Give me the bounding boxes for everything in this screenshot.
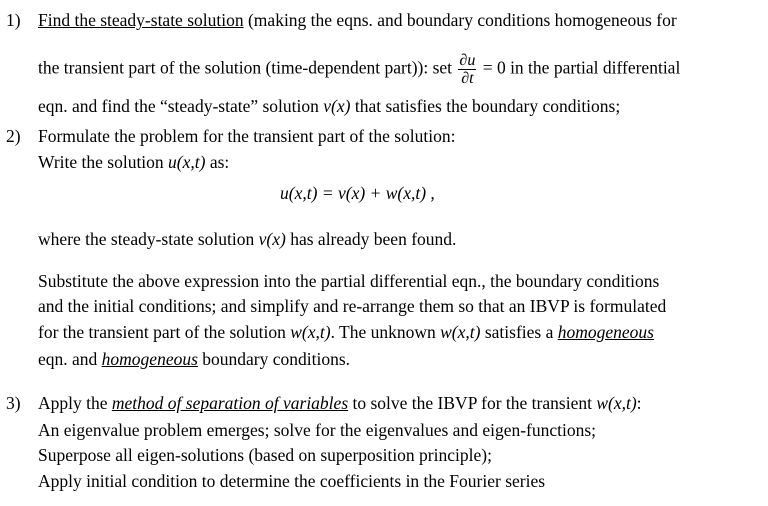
item-2-para-line-4-a: eqn. and [38,349,102,369]
separation-of-variables-emphasis: method of separation of variables [111,393,349,413]
item-3-line-4: Apply initial condition to determine the coefficients in the Fourier series [38,471,546,491]
item-2-number: 2) [6,126,21,146]
item-2-line-4-a: where the steady-state solution [38,229,259,249]
fraction-denominator: ∂t [461,70,474,87]
item-3-line-1-a: Apply the [38,393,112,413]
item-3-line-1-c: : [636,393,642,413]
item-1-line-3 [38,95,620,117]
item-2-line-1: Formulate the problem for the transient part of the solution: [38,126,456,146]
steady-state-v-of-x-2: v(x) [258,229,286,249]
item-2-para-line-3-a: for the transient part of the solution [38,322,291,342]
item-1-line-2 [38,52,680,87]
transient-w-of-x-t: w(x,t) [290,322,331,342]
item-2-line-4 [38,228,456,250]
steady-state-v-of-x: v(x) [323,96,351,116]
homogeneous-emphasis-1: homogeneous [557,322,654,342]
item-2-para-line-1: Substitute the above expression into the partial differential eqn., the boundary conditions [38,271,660,291]
item-1-title: Find the steady-state solution [38,10,244,30]
item-2-para-line-4-b: boundary conditions. [197,349,351,369]
item-2-line-2 [38,151,229,173]
item-3-line-2: An eigenvalue problem emerges; solve for the eigenvalues and eigen-functions; [38,420,597,440]
fraction-numerator: ∂u [459,52,476,69]
solution-u-of-x-t: u(x,t) [168,152,206,172]
homogeneous-emphasis-2: homogeneous [101,349,198,369]
item-2-para-line-3-b: . The unknown [330,322,441,342]
item-3-number: 3) [6,393,21,413]
item-1-line-1-rest: (making the eqns. and boundary conditions homogeneous for [243,10,677,30]
item-1-line-3-b: that satisfies the boundary conditions; [350,96,621,116]
item-1-line-1 [38,9,677,31]
transient-w-of-x-t-2: w(x,t) [596,393,637,413]
item-1-line-2-b: = 0 in the partial differential [478,57,681,78]
item-2-line-4-b: has already been found. [285,229,457,249]
item-2-para-line-3 [38,321,654,343]
item-2-para-line-4 [38,348,350,370]
item-3-line-1 [38,392,642,414]
item-1-line-2-a: the transient part of the solution (time-dependent part)): set [38,57,457,78]
item-3-line-3: Superpose all eigen-solutions (based on superposition principle); [38,445,492,465]
item-2-para-line-2: and the initial conditions; and simplify and re-arrange them so that an IBVP is formulated [38,296,667,316]
item-3-line-1-b: to solve the IBVP for the transient [348,393,597,413]
item-1-number: 1) [6,10,21,30]
item-2-para-line-3-c: satisfies a [480,322,558,342]
unknown-w-of-x-t: w(x,t) [440,322,481,342]
item-1-line-3-a: eqn. and find the “steady-state” solution [38,96,324,116]
item-2-line-2-b: as: [205,152,230,172]
item-2-line-2-a: Write the solution [38,152,169,172]
partial-derivative-fraction [458,52,476,87]
decomposition-equation: u(x,t) = v(x) + w(x,t) , [280,183,435,203]
